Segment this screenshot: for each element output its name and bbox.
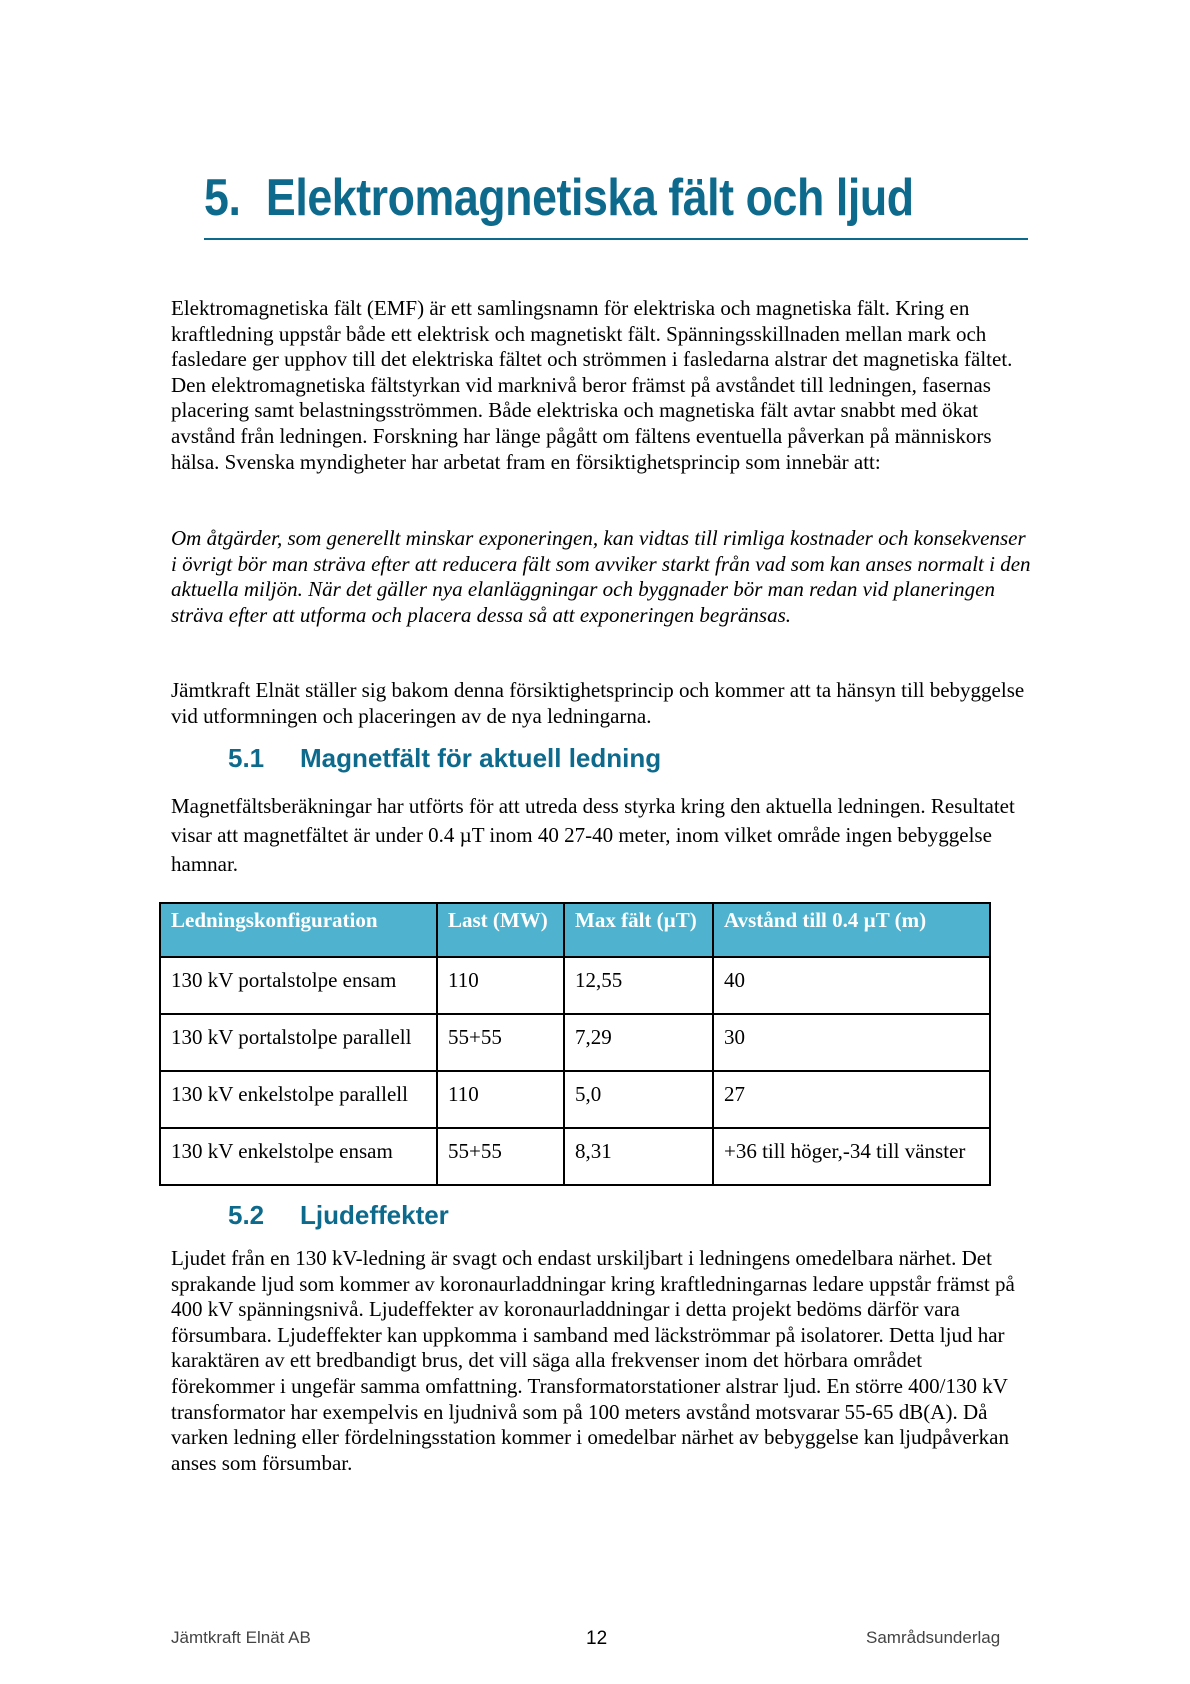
section-heading-5-2 — [228, 1199, 449, 1231]
table-cell: 110 — [437, 1071, 564, 1128]
column-header: Max fält (µT) — [564, 903, 713, 957]
table-row — [160, 957, 990, 1014]
chapter-heading — [204, 168, 913, 228]
footer-company: Jämtkraft Elnät AB — [171, 1628, 311, 1647]
section-number: 5.2 — [228, 1200, 265, 1230]
chapter-number: 5. — [204, 169, 241, 227]
table-cell: +36 till höger,-34 till vänster — [713, 1128, 990, 1185]
table-cell: 27 — [713, 1071, 990, 1128]
table-row — [160, 1128, 990, 1185]
section-heading-5-1 — [228, 742, 661, 774]
table-cell: 8,31 — [564, 1128, 713, 1185]
section-title: Magnetfält för aktuell ledning — [300, 743, 662, 773]
table-cell: 130 kV enkelstolpe parallell — [160, 1071, 437, 1128]
table-cell: 30 — [713, 1014, 990, 1071]
column-header: Last (MW) — [437, 903, 564, 957]
ljudeffekter-paragraph: Ljudet från en 130 kV-ledning är svagt och endast urskiljbart i ledningens omedelbara närhet. Det sprakande ljud som kommer av koronaurladdningar kring kraftledningarnas ledare uppstår främst på 400 kV spänningsnivå. Ljudeffekter av koronaurladdningar i detta projekt bedöms därför vara försumbara. Ljudeffekter kan uppkomma i samband med läckströmmar på isolatorer. Detta ljud har karaktären av ett bredbandigt brus, det vill säga alla frekvenser inom det hörbara området förekommer i ungefär samma omfattning. Transformatorstationer alstrar ljud. En större 400/130 kV transformator har exempelvis en ljudnivå som på 100 meters avstånd motsvarar 55-65 dB(A). Då varken ledning eller fördelningsstation kommer i omedelbar närhet av bebyggelse kan ljudpåverkan anses som försumbar. — [171, 1246, 1015, 1475]
table-header-row — [160, 903, 990, 957]
intro-paragraph: Elektromagnetiska fält (EMF) är ett samlingsnamn för elektriska och magnetiska fält. Kring en kraftledning uppstår både ett elektrisk och magnetiskt fält. Spänningsskillnaden mellan mark och fasledare ger upphov till det elektriska fältet och strömmen i fasledarna alstrar det magnetiska fältet. Den elektromagnetiska fältstyrkan vid marknivå beror främst på avståndet till ledningen, fasernas placering samt belastningsströmmen. Både elektriska och magnetiska fält avtar snabbt med ökat avstånd från ledningen. Forskning har länge pågått om fältens eventuella påverkan på människors hälsa. Svenska myndigheter har arbetat fram en försiktighetsprincip som innebär att: — [171, 296, 1013, 474]
section-title: Ljudeffekter — [300, 1200, 449, 1230]
table-row — [160, 1071, 990, 1128]
table-row — [160, 1014, 990, 1071]
chapter-title: Elektromagnetiska fält och ljud — [265, 169, 914, 227]
chapter-underline — [204, 238, 1028, 240]
table-cell: 5,0 — [564, 1071, 713, 1128]
column-header: Avstånd till 0.4 µT (m) — [713, 903, 990, 957]
column-header: Ledningskonfiguration — [160, 903, 437, 957]
table-cell: 55+55 — [437, 1128, 564, 1185]
quote-paragraph: Om åtgärder, som generellt minskar exponeringen, kan vidtas till rimliga kostnader och konsekvenser i övrigt bör man sträva efter att reducera fält som avviker starkt från vad som kan anses normalt i den aktuella miljön. När det gäller nya elanläggningar och byggnader bör man redan vid planeringen sträva efter att utforma och placera dessa så att exponeringen begränsas. — [171, 526, 1031, 627]
table-cell: 130 kV enkelstolpe ensam — [160, 1128, 437, 1185]
jamtkraft-paragraph: Jämtkraft Elnät ställer sig bakom denna försiktighetsprincip och kommer att ta hänsyn till bebyggelse vid utformningen och placeringen av de nya ledningarna. — [171, 678, 1025, 728]
table-cell: 7,29 — [564, 1014, 713, 1071]
table-cell: 40 — [713, 957, 990, 1014]
table-cell: 110 — [437, 957, 564, 1014]
page-number: 12 — [586, 1628, 608, 1649]
section-number: 5.1 — [228, 743, 265, 773]
magnetfalt-paragraph: Magnetfältsberäkningar har utförts för att utreda dess styrka kring den aktuella ledningen. Resultatet visar att magnetfältet är under 0.4 µT inom 40 27-40 meter, inom vilket område ingen bebyggelse hamnar. — [171, 794, 1015, 876]
magnetic-field-table — [159, 902, 991, 1186]
table-cell: 55+55 — [437, 1014, 564, 1071]
table-cell: 130 kV portalstolpe ensam — [160, 957, 437, 1014]
table-cell: 130 kV portalstolpe parallell — [160, 1014, 437, 1071]
footer-document-type: Samrådsunderlag — [866, 1628, 1001, 1647]
table-cell: 12,55 — [564, 957, 713, 1014]
